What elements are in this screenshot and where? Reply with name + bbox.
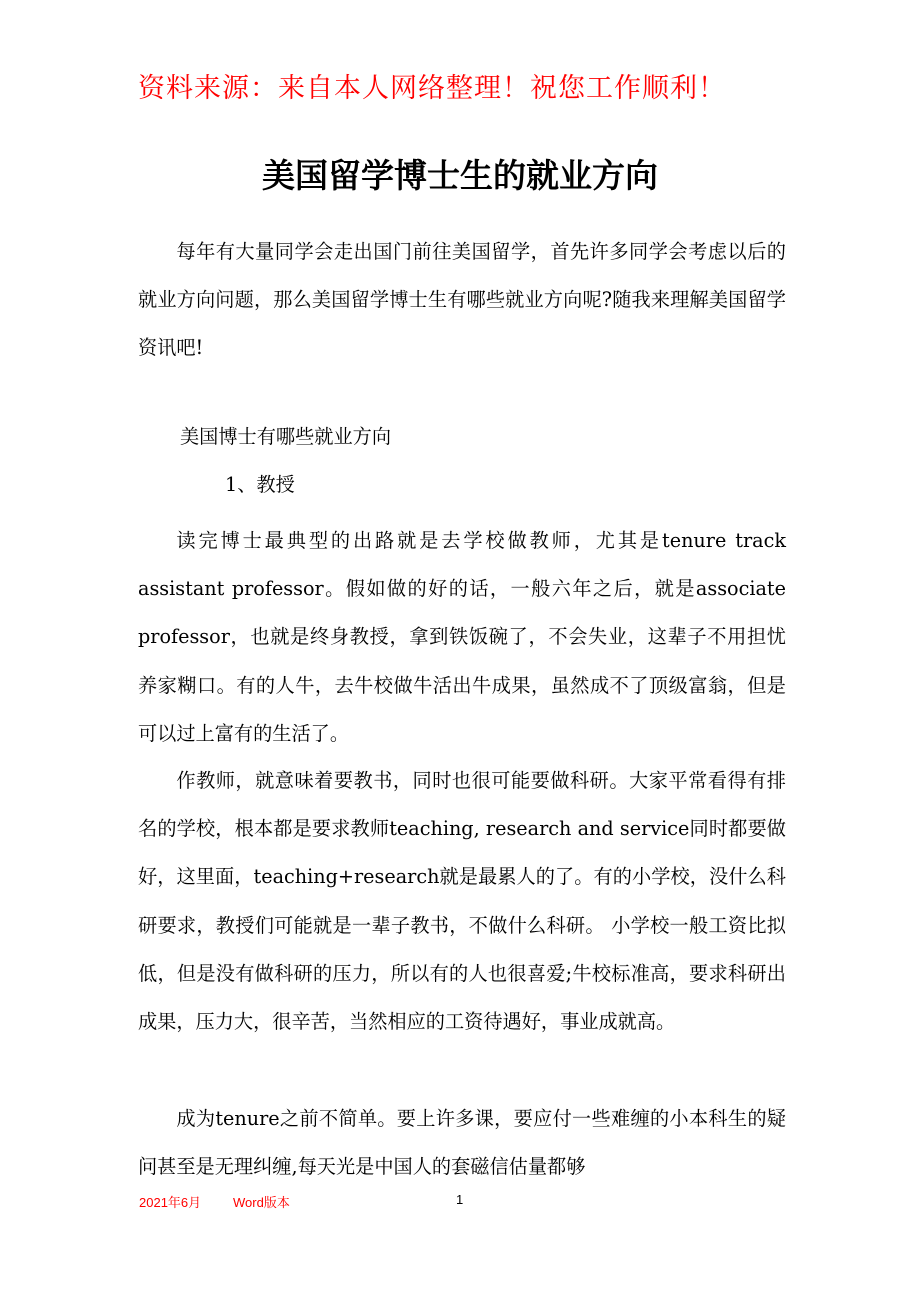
footer-date: 2021年6月	[139, 1195, 202, 1210]
body-paragraph: 读完博士最典型的出路就是去学校做教师，尤其是tenure track assistant professor。假如做的好的话，一般六年之后，就是associate professor，也就是终身教授，拿到铁饭碗了，不会失业，这辈子不用担忧养家糊口。有的人牛，去牛校做牛活出牛成果，虽然成不了顶级富翁，但是可以过上富有的生活了。	[138, 529, 786, 745]
item-heading-professor: 1、教授	[225, 473, 295, 496]
source-banner: 资料来源：来自本人网络整理！祝您工作顺利！	[138, 73, 726, 104]
paragraph-block-3	[138, 1095, 786, 1191]
paragraph-block-1	[138, 517, 786, 758]
footer-version: Word版本	[233, 1195, 290, 1210]
intro-paragraph: 每年有大量同学会走出国门前往美国留学，首先许多同学会考虑以后的就业方向问题，那么美国留学博士生有哪些就业方向呢?随我来理解美国留学资讯吧!	[138, 240, 786, 360]
footer-page-number: 1	[456, 1192, 464, 1207]
paragraph-block-2	[138, 757, 786, 1046]
intro-paragraph-block	[138, 228, 786, 373]
document-title: 美国留学博士生的就业方向	[262, 156, 658, 195]
body-paragraph: 作教师，就意味着要教书，同时也很可能要做科研。大家平常看得有排名的学校，根本都是要求教师teaching, research and service同时都要做好，这里面，teaching+research就是最累人的了。有的小学校，没什么科研要求，教授们可能就是一辈子教书，不做什么科研。 小学校一般工资比拟低，但是没有做科研的压力，所以有的人也很喜爱;牛校标准高，要求科研出成果，压力大，很辛苦，当然相应的工资待遇好，事业成就高。	[138, 769, 786, 1034]
body-paragraph: 成为tenure之前不简单。要上许多课，要应付一些难缠的小本科生的疑问甚至是无理纠缠,每天光是中国人的套磁信估量都够	[138, 1107, 786, 1179]
section-subheading: 美国博士有哪些就业方向	[180, 425, 392, 448]
